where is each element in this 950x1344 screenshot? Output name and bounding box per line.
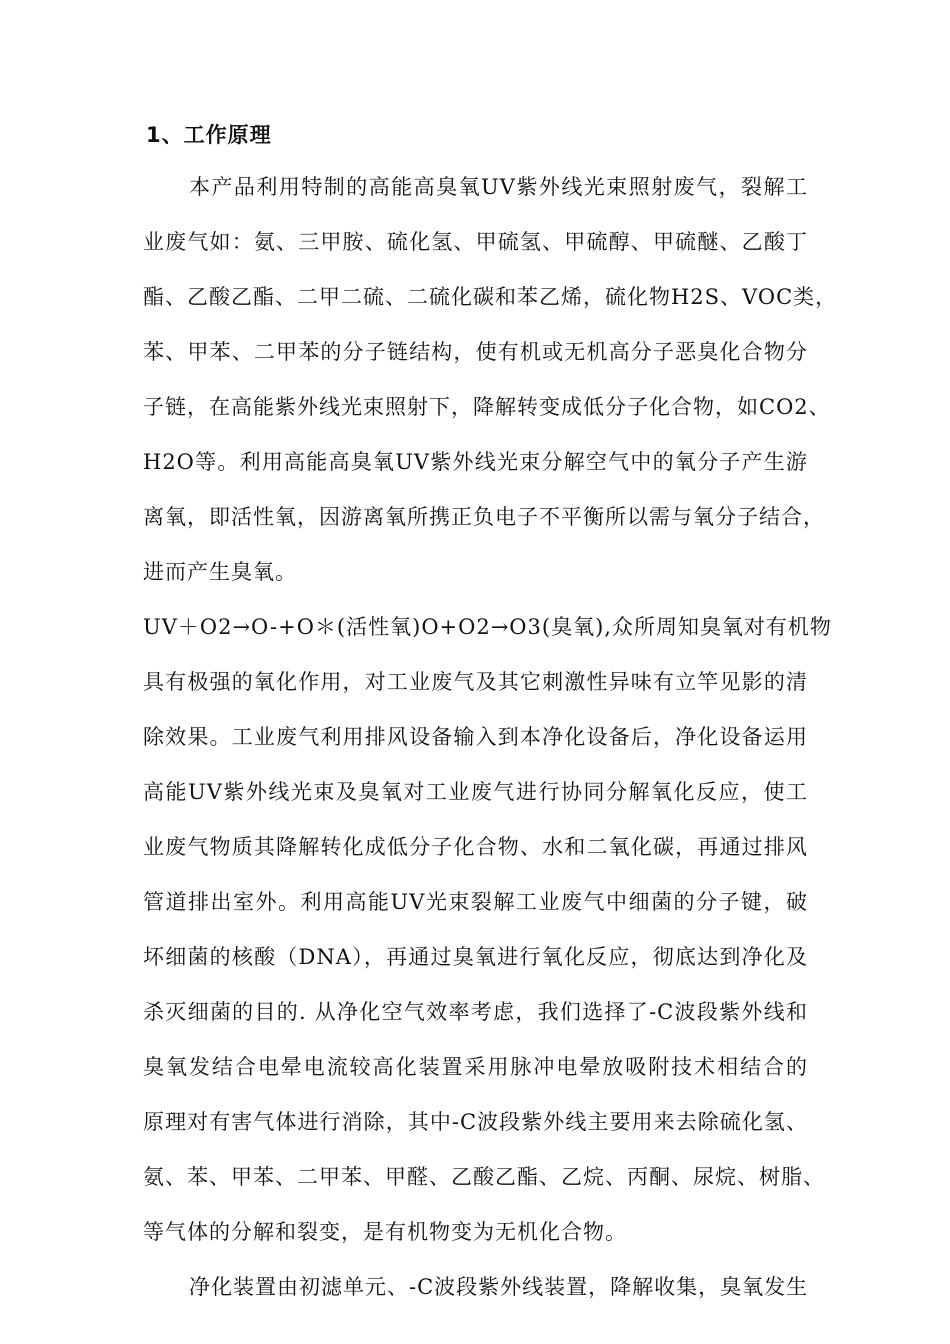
paragraph-2-line-5: 业废气物质其降解转化成低分子化合物、水和二氧化碳，再通过排风: [143, 835, 808, 859]
paragraph-2-line-10: 原理对有害气体进行消除，其中-C波段紫外线主要用来去除硫化氢、: [143, 1110, 808, 1134]
paragraph-2-line-12: 等气体的分解和裂变，是有机物变为无机化合物。: [143, 1220, 627, 1244]
section-heading: 1、工作原理: [146, 123, 272, 147]
paragraph-2-line-2: 具有极强的氧化作用，对工业废气及其它刺激性异味有立竿见影的清: [143, 670, 808, 694]
paragraph-2-line-9: 臭氧发结合电晕电流较高化装置采用脉冲电晕放吸附技术相结合的: [143, 1055, 808, 1079]
paragraph-2-line-6: 管道排出室外。利用高能UV光束裂解工业废气中细菌的分子键，破: [143, 890, 808, 914]
paragraph-1-line-7: 离氧，即活性氧，因游离氧所携正负电子不平衡所以需与氧分子结合，: [143, 505, 825, 529]
paragraph-2-line-3: 除效果。工业废气利用排风设备输入到本净化设备后，净化设备运用: [143, 725, 808, 749]
paragraph-1-line-6: H2O等。利用高能高臭氧UV紫外线光束分解空气中的氧分子产生游: [143, 450, 808, 474]
paragraph-1-line-3: 酯、乙酸乙酯、二甲二硫、二硫化碳和苯乙烯，硫化物H2S、VOC类，: [143, 285, 838, 309]
paragraph-2-line-7: 坏细菌的核酸（DNA），再通过臭氧进行氧化反应，彻底达到净化及: [143, 945, 808, 969]
paragraph-2-line-4: 高能UV紫外线光束及臭氧对工业废气进行协同分解氧化反应，使工: [143, 780, 808, 804]
paragraph-1-line-2: 业废气如：氨、三甲胺、硫化氢、甲硫氢、甲硫醇、甲硫醚、乙酸丁: [143, 230, 808, 254]
paragraph-1-line-1: 本产品利用特制的高能高臭氧UV紫外线光束照射废气，裂解工: [189, 175, 808, 199]
paragraph-3-line-1: 净化装置由初滤单元、-C波段紫外线装置，降解收集，臭氧发生: [189, 1275, 809, 1299]
paragraph-2-line-11: 氨、苯、甲苯、二甲苯、甲醛、乙酸乙酯、乙烷、丙酮、尿烷、树脂、: [143, 1165, 825, 1189]
paragraph-2-line-1: UV＋O2→O-+O＊(活性氧)O+O2→O3(臭氧),众所周知臭氧对有机物: [143, 615, 832, 639]
paragraph-1-line-5: 子链，在高能紫外线光束照射下，降解转变成低分子化合物，如CO2、: [143, 395, 831, 419]
paragraph-1-line-8: 进而产生臭氧。: [143, 560, 297, 584]
paragraph-2-line-8: 杀灭细菌的目的. 从净化空气效率考虑，我们选择了-C波段紫外线和: [143, 1000, 808, 1024]
paragraph-1-line-4: 苯、甲苯、二甲苯的分子链结构，使有机或无机高分子恶臭化合物分: [143, 340, 808, 364]
